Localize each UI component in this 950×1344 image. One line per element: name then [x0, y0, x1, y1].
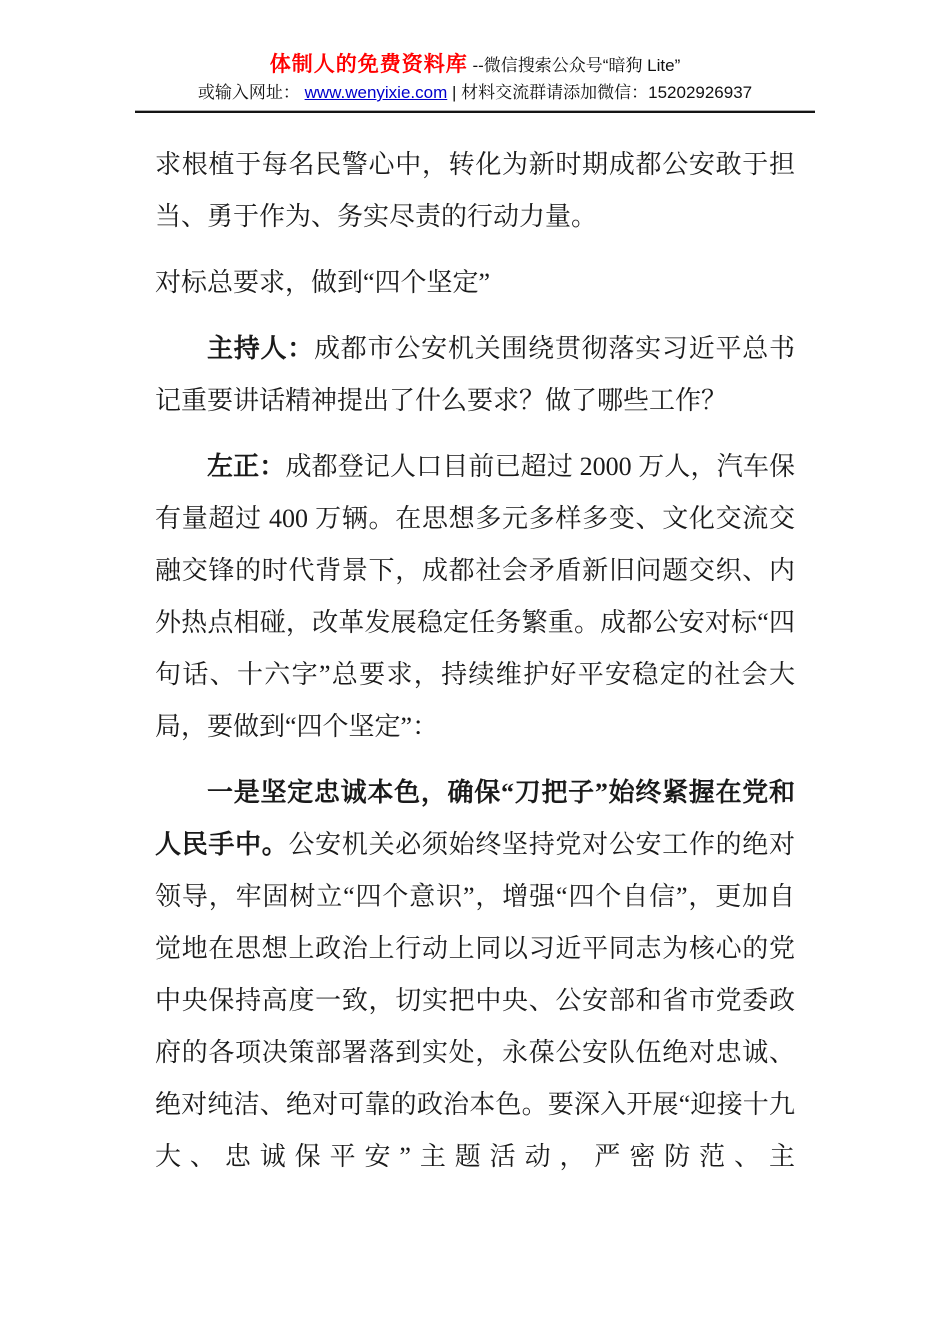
paragraph-host-question: [155, 323, 795, 427]
speaker-label-host: 主持人：: [207, 334, 315, 363]
section-heading: [155, 257, 795, 309]
point-one-lead: 一是坚定忠诚本色，确保“刀把子”始终紧握在党和人民手中。: [155, 778, 795, 859]
page-header: [135, 0, 815, 110]
header-address-prefix: 或输入网址：: [197, 83, 300, 102]
header-tagline: --微信搜索公众号“暗狗 Lite”: [472, 56, 681, 75]
paragraph-text: 求根植于每名民警心中，转化为新时期成都公安敢于担当、勇于作为、务实尽责的行动力量。: [155, 150, 795, 231]
paragraph-point-one: [155, 767, 795, 1183]
paragraph-continuation: [155, 139, 795, 243]
header-line-2: [135, 81, 815, 110]
section-heading-text: 对标总要求，做到“四个坚定”: [155, 268, 491, 297]
paragraph-text: 成都市公安机关围绕贯彻落实习近平总书记重要讲话精神提出了什么要求？做了哪些工作？: [155, 334, 795, 415]
website-link[interactable]: www.wenyixie.com: [304, 83, 448, 102]
paragraph-text: 公安机关必须始终坚持党对公安工作的绝对领导，牢固树立“四个意识”，增强“四个自信”，更加自觉地在思想上政治上行动上同以习近平同志为核心的党中央保持高度一致，切实把中央、公安部和省市党委政府的各项决策部署落到实处，永葆公安队伍绝对忠诚、绝对纯洁、绝对可靠的政治本色。要深入开展“迎接十九大、忠诚保平安”主题活动，严密防范、主: [155, 830, 795, 1171]
brand-title: 体制人的免费资料库: [269, 53, 468, 76]
paragraph-zuozheng-answer: [155, 441, 795, 753]
speaker-label-zuozheng: 左正：: [207, 452, 286, 481]
header-contact: | 材料交流群请添加微信：15202926937: [451, 83, 753, 102]
paragraph-text: 成都登记人口目前已超过 2000 万人，汽车保有量超过 400 万辆。在思想多元多样多变、文化交流交融交锋的时代背景下，成都社会矛盾新旧问题交织、内外热点相碰，改革发展稳定任务繁重。成都公安对标“四句话、十六字”总要求，持续维护好平安稳定的社会大局，要做到“四个坚定”：: [155, 452, 795, 741]
document-body: [155, 113, 795, 1183]
header-line-1: [135, 52, 815, 79]
